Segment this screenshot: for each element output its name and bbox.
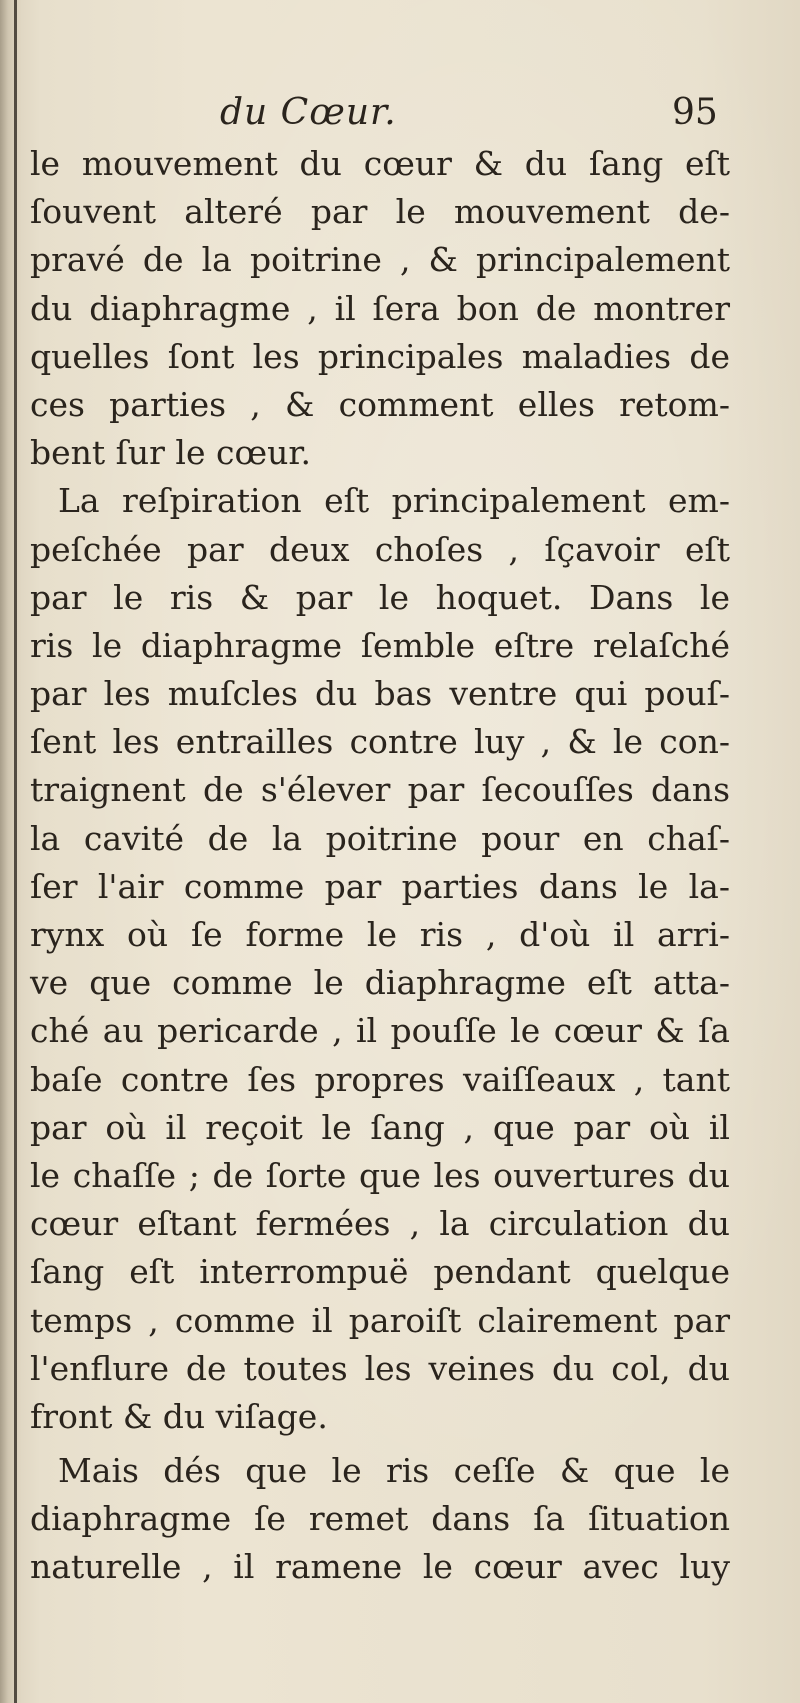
text-line: le mouvement du cœur & du ſang eſt (30, 144, 730, 183)
text-line: pravé de la poitrine , & principalement (30, 240, 730, 280)
text-line: baſe contre ſes propres vaiſſeaux , tant (30, 1059, 730, 1099)
text-line: traignent de s'élever par ſecouſſes dans (30, 770, 730, 810)
text-line: le chaſſe ; de ſorte que les ouvertures du (30, 1155, 730, 1195)
text-line: ſang eſt interrompuë pendant quelque (30, 1252, 730, 1292)
text-line: cœur eſtant fermées , la circulation du (30, 1204, 730, 1244)
text-line: front & du viſage. (30, 1396, 328, 1436)
text-line: ris le diaphragme ſemble eſtre relaſché (30, 625, 730, 665)
text-line: la cavité de la poitrine pour en chaſ- (30, 818, 730, 858)
page-gutter (0, 0, 22, 1703)
body-text (30, 140, 730, 1592)
text-line: ſouvent alteré par le mouvement de- (30, 192, 730, 232)
text-line: ve que comme le diaphragme eſt atta- (30, 963, 730, 1003)
page-number: 95 (672, 92, 718, 133)
text-line: ché au pericarde , il pouſſe le cœur & ſa (30, 1011, 730, 1051)
text-line: ſer l'air comme par parties dans le la- (30, 866, 730, 906)
text-line: par le ris & par le hoquet. Dans le (30, 577, 730, 617)
text-line: Mais dés que le ris ceſſe & que le (58, 1451, 730, 1491)
text-line: par les muſcles du bas ventre qui pouſ- (30, 674, 730, 714)
text-line: quelles ſont les principales maladies de (30, 336, 730, 376)
running-title: du Cœur. (220, 92, 397, 133)
text-line: temps , comme il paroiſt clairement par (30, 1300, 730, 1340)
text-line: par où il reçoit le ſang , que par où il (30, 1107, 730, 1147)
text-line: peſchée par deux choſes , ſçavoir eſt (30, 529, 730, 569)
binding-edge (14, 0, 17, 1703)
text-line: du diaphragme , il ſera bon de montrer (30, 288, 730, 328)
text-line: l'enflure de toutes les veines du col, du (30, 1348, 730, 1388)
text-line: bent ſur le cœur. (30, 433, 311, 473)
text-line: La reſpiration eſt principalement em- (58, 481, 730, 521)
page-header (0, 92, 800, 142)
text-line: naturelle , il ramene le cœur avec luy (30, 1547, 730, 1587)
text-line: ces parties , & comment elles retom- (30, 384, 730, 424)
text-line: ſent les entrailles contre luy , & le con- (30, 722, 730, 762)
text-line: rynx où ſe forme le ris , d'où il arri- (30, 915, 730, 954)
text-line: diaphragme ſe remet dans ſa ſituation (30, 1499, 730, 1539)
